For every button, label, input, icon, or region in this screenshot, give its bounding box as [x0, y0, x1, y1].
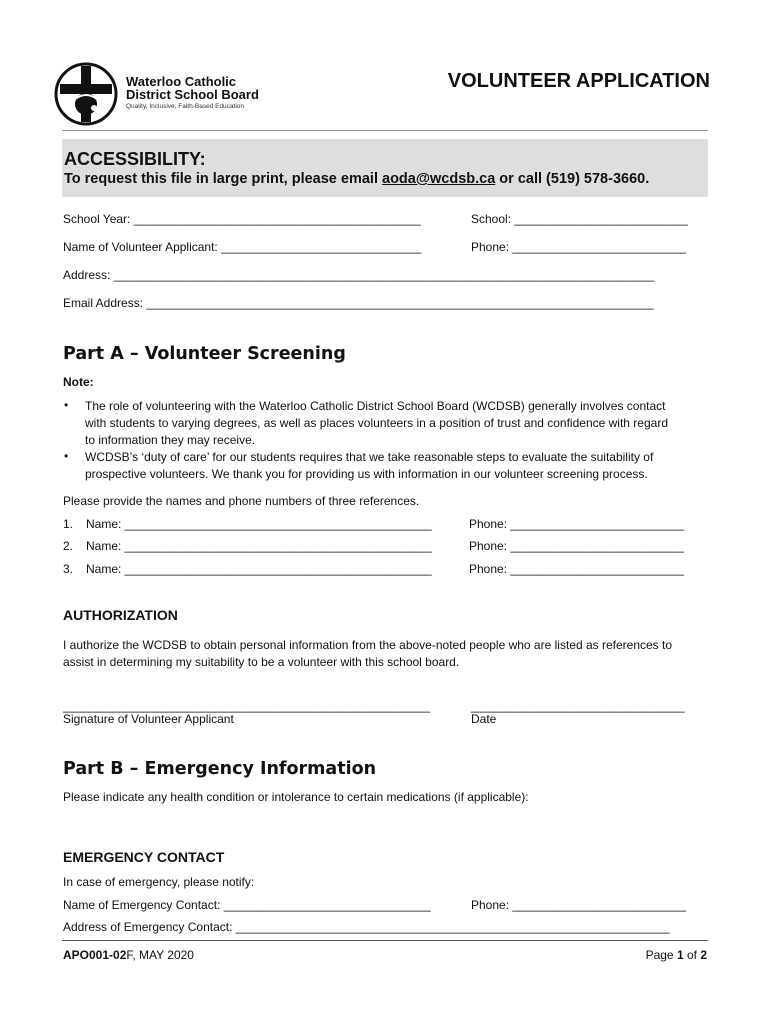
page-number	[600, 948, 707, 962]
note-bullet-1-line: to information they may receive.	[85, 433, 256, 447]
accessibility-banner	[62, 139, 708, 197]
bullet-dot: •	[64, 398, 69, 412]
page-current: 1	[676, 948, 684, 962]
part-a-heading: Part A – Volunteer Screening	[63, 344, 346, 364]
form-code-bold: APO001-02	[63, 948, 127, 962]
bullet-dot: •	[64, 449, 69, 463]
reference-phone-field[interactable]: Phone: __________________________	[469, 517, 684, 531]
note-bullet-1-line: with students to varying degrees, as well as places volunteers in a position of trust and confidence with regard	[85, 416, 668, 430]
reference-name-field[interactable]: Name: ______________________________________________	[86, 562, 432, 576]
form-code	[63, 948, 194, 962]
note-bullet-1-line: The role of volunteering with the Waterloo Catholic District School Board (WCDSB) generally involves contact	[85, 399, 666, 413]
part-b-heading: Part B – Emergency Information	[63, 759, 377, 779]
authorization-heading: AUTHORIZATION	[63, 607, 178, 623]
logo-name-line2: District School Board	[126, 87, 259, 102]
note-bullet-2-line: prospective volunteers. We thank you for providing us with information in our volunteer screening process.	[85, 467, 648, 481]
form-code-date: F, MAY 2020	[126, 948, 194, 962]
health-prompt: Please indicate any health condition or intolerance to certain medications (if applicable):	[63, 790, 529, 804]
form-title: VOLUNTEER APPLICATION	[447, 70, 710, 92]
emergency-phone-field[interactable]: Phone: __________________________	[471, 898, 686, 912]
reference-number: 1.	[63, 517, 74, 531]
accessibility-text	[64, 171, 649, 187]
page-total: 2	[700, 948, 707, 962]
emergency-name-field[interactable]: Name of Emergency Contact: _______________________________	[63, 898, 431, 912]
signature-line[interactable]: _______________________________________________________	[63, 699, 431, 713]
note-bullet-2	[85, 449, 653, 483]
reference-phone-field[interactable]: Phone: __________________________	[469, 562, 684, 576]
header-divider	[62, 130, 708, 131]
references-intro: Please provide the names and phone numbers of three references.	[63, 494, 420, 508]
note-bullet-2-line: WCDSB’s ‘duty of care’ for our students requires that we take reasonable steps to evaluate the suitability of	[85, 450, 654, 464]
authorization-text	[63, 637, 672, 671]
emergency-address-field[interactable]: Address of Emergency Contact: _________________________________________________________________	[63, 920, 670, 934]
page-prefix: Page	[645, 948, 677, 962]
signature-label: Signature of Volunteer Applicant	[63, 712, 234, 726]
logo-tagline: Quality, Inclusive, Faith-Based Education	[126, 103, 245, 110]
logo-name-line1: Waterloo Catholic	[126, 74, 237, 89]
date-line[interactable]: ________________________________	[471, 699, 685, 713]
emergency-intro: In case of emergency, please notify:	[63, 875, 255, 889]
board-logo	[54, 62, 274, 126]
address-field[interactable]: Address: _________________________________________________________________________________	[63, 268, 655, 282]
footer-divider	[62, 940, 708, 941]
page-of: of	[683, 948, 701, 962]
authorization-text-line: assist in determining my suitability to be a volunteer with this school board.	[63, 655, 460, 669]
accessibility-email-link[interactable]: aoda@wcdsb.ca	[382, 171, 496, 187]
reference-name-field[interactable]: Name: ______________________________________________	[86, 517, 432, 531]
email-field[interactable]: Email Address: ____________________________________________________________________________	[63, 296, 654, 310]
volunteer-name-field[interactable]: Name of Volunteer Applicant: ______________________________	[63, 240, 422, 254]
date-label: Date	[471, 712, 497, 726]
accessibility-text-before: To request this file in large print, please email	[64, 171, 383, 187]
phone-field[interactable]: Phone: __________________________	[471, 240, 686, 254]
accessibility-text-after: or call (519) 578-3660.	[495, 171, 650, 187]
reference-phone-field[interactable]: Phone: __________________________	[469, 539, 684, 553]
emergency-contact-heading: EMERGENCY CONTACT	[63, 849, 225, 865]
school-year-field[interactable]: School Year: ___________________________________________	[63, 212, 421, 226]
logo-emblem-icon	[54, 62, 118, 126]
reference-name-field[interactable]: Name: ______________________________________________	[86, 539, 432, 553]
authorization-text-line: I authorize the WCDSB to obtain personal information from the above-noted people who are listed as references to	[63, 638, 673, 652]
reference-number: 3.	[63, 562, 74, 576]
note-label: Note:	[63, 375, 94, 389]
school-field[interactable]: School: __________________________	[471, 212, 688, 226]
note-bullet-1	[85, 398, 668, 449]
reference-number: 2.	[63, 539, 74, 553]
accessibility-heading: ACCESSIBILITY:	[64, 149, 206, 169]
